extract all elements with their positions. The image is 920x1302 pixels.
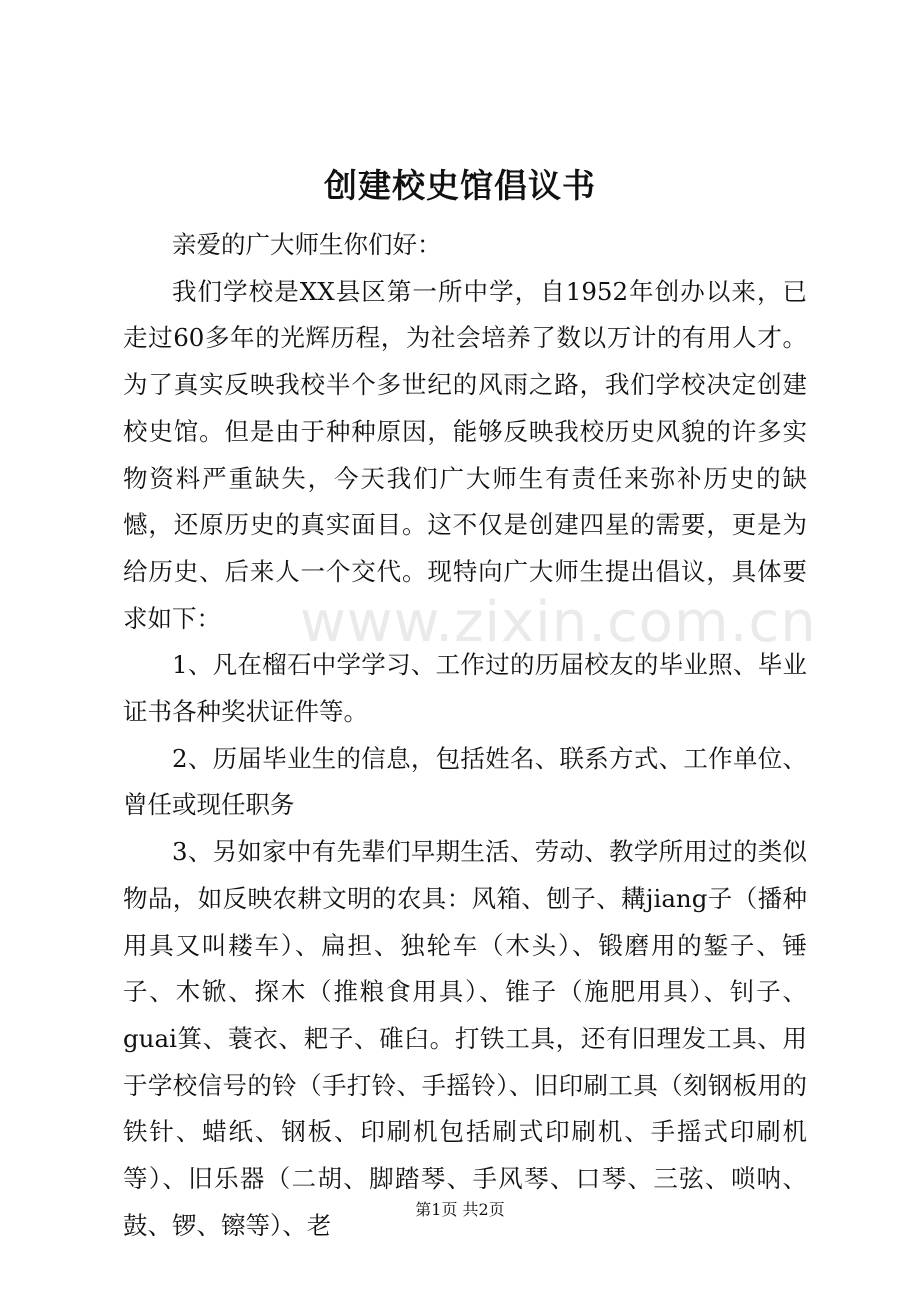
paragraph-item-1: 1、凡在榴石中学学习、工作过的历届校友的毕业照、毕业证书各种奖状证件等。 — [123, 650, 807, 727]
page-footer: 第1页 共2页 — [415, 1200, 505, 1219]
paragraph-greeting: 亲爱的广大师生你们好： — [172, 230, 442, 259]
paragraph-item-3: 3、另如家中有先辈们早期生活、劳动、教学所用过的类似物品，如反映农耕文明的农具：风箱、刨子、耩jiang子（播种用具又叫耧车）、扁担、独轮车（木头）、锻磨用的錾子、锤子、木锨、探木（推粮食用具）、锥子（施肥用具）、钊子、guai箕、蓑衣、耙子、碓臼。打铁工具，还有旧理发工具、用于学校信号的铃（手打铃、手摇铃）、旧印刷工具（刻钢板用的铁针、蜡纸、钢板、印刷机包括刷式印刷机、手摇式印刷机等）、旧乐器（二胡、脚踏琴、手风琴、口琴、三弦、唢呐、鼓、锣、镲等）、老 — [123, 837, 807, 1240]
document-body — [123, 222, 817, 1249]
watermark: www.zixin.com.cn — [300, 590, 817, 655]
document-title: 创建校史馆倡议书 — [324, 166, 596, 205]
paragraph-item-2: 2、历届毕业生的信息，包括姓名、联系方式、工作单位、曾任或现任职务 — [123, 743, 807, 820]
paragraph-intro: 我们学校是XX县区第一所中学，自1952年创办以来，已走过60多年的光辉历程，为社会培养了数以万计的有用人才。为了真实反映我校半个多世纪的风雨之路，我们学校决定创建校史馆。但是由于种种原因，能够反映我校历史风貌的许多实物资料严重缺失，今天我们广大师生有责任来弥补历史的缺憾，还原历史的真实面目。这不仅是创建四星的需要，更是为给历史、后来人一个交代。现特向广大师生提出倡议，具体要求如下： — [123, 276, 807, 633]
